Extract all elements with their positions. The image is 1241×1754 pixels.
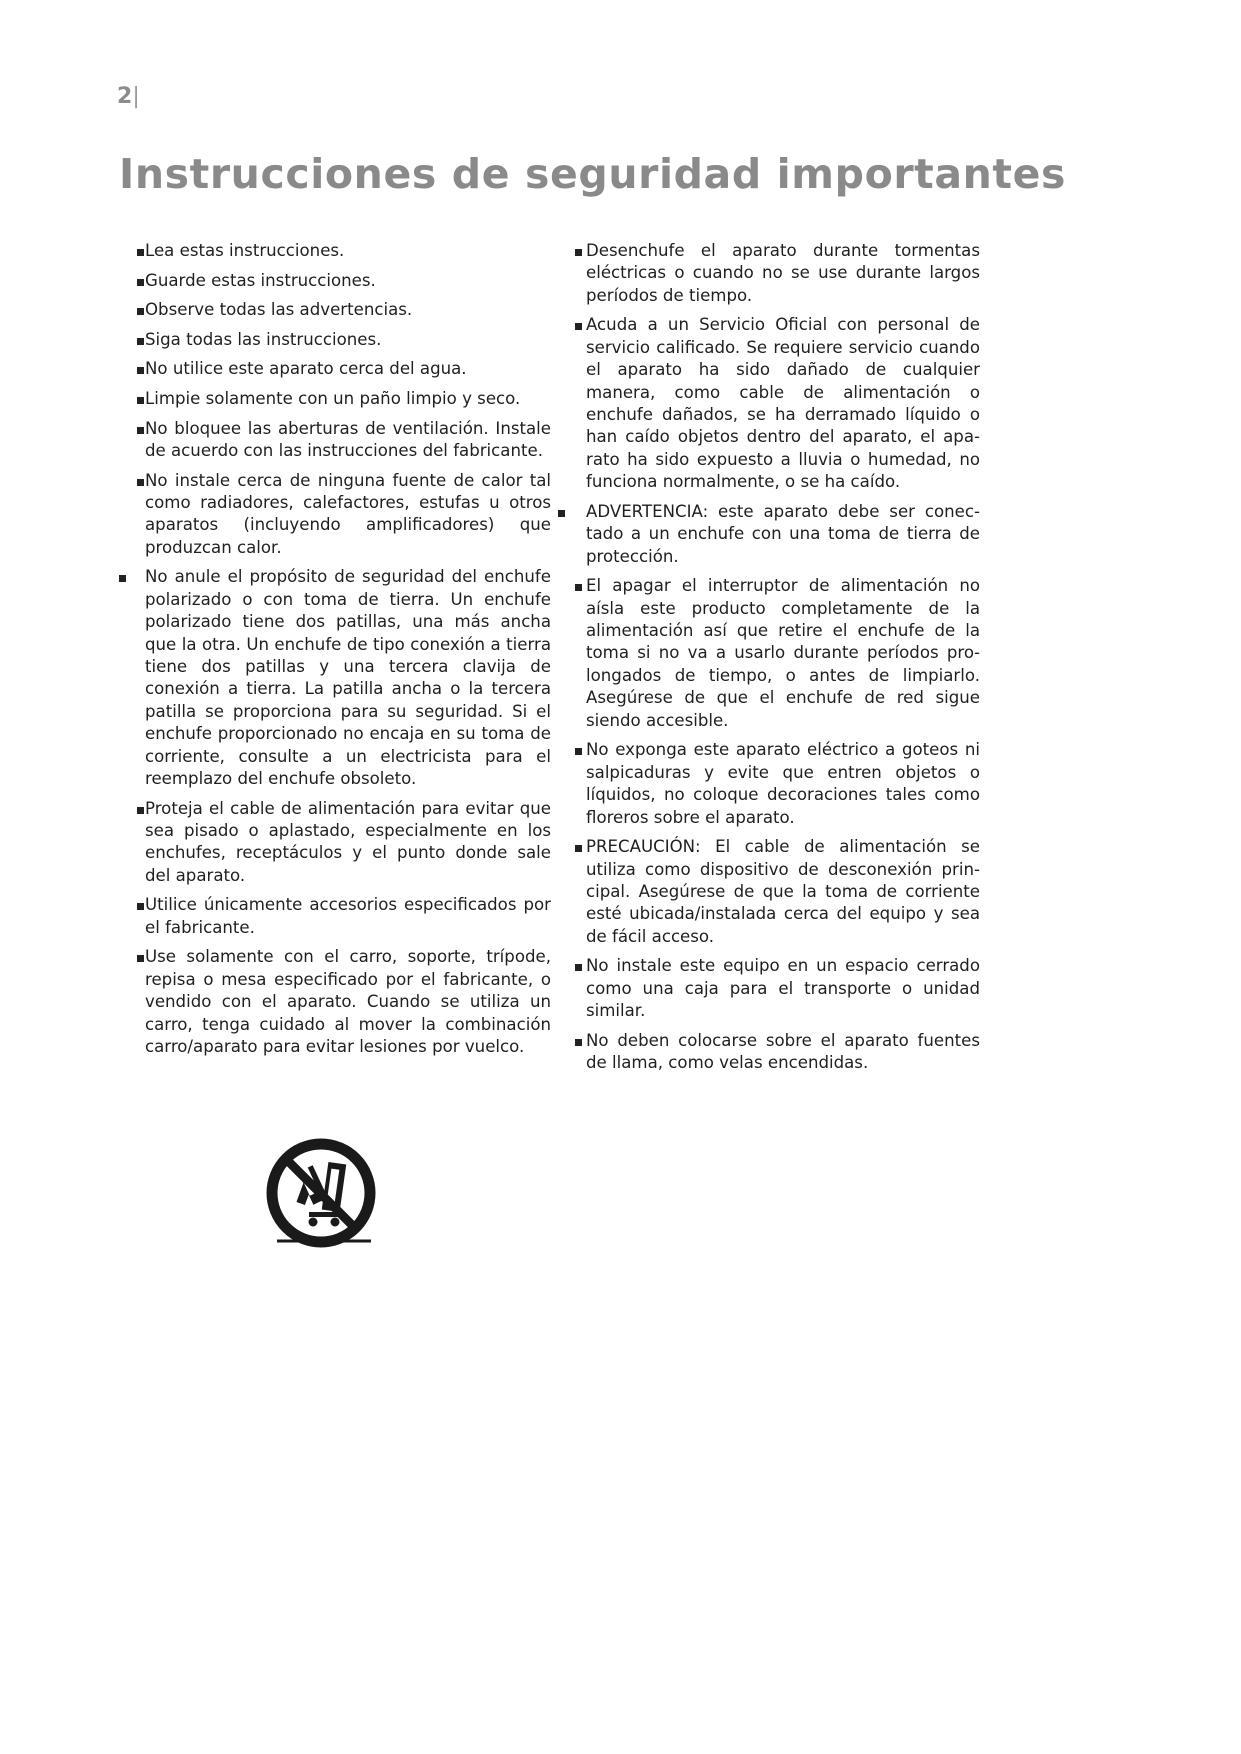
list-item-text: PRECAUCIÓN: El cable de alimentación se utiliza como dispositivo de desconexión principal. Asegúrese de que la toma de corriente esté ubicada/instalada cerca del equipo y sea de fácil acceso. — [586, 837, 980, 946]
bullet-icon — [137, 427, 144, 434]
cart-tip-over-warning-icon — [265, 1137, 380, 1255]
bullet-icon — [575, 964, 582, 971]
list-item-text: No bloquee las aberturas de ventilación. Instale de acuerdo con las instrucciones del fabricante. — [145, 418, 551, 460]
list-item-text: ADVERTENCIA: este aparato debe ser conectado a un enchufe con una toma de tierra de protección. — [586, 501, 980, 566]
bullet-icon — [137, 903, 144, 910]
list-item — [111, 240, 551, 262]
bullet-icon — [137, 807, 144, 814]
list-item — [111, 388, 551, 410]
list-item — [111, 566, 551, 790]
list-item-text: Utilice únicamente accesorios especificados por el fabricante. — [145, 895, 551, 937]
list-item-text: No instale cerca de ninguna fuente de calor tal como radiadores, calefactores, estufas u otros aparatos (incluyendo amplificadores) que produzcan calor. — [145, 470, 551, 557]
list-item-text: Guarde estas instrucciones. — [145, 270, 376, 290]
list-item-text: Desenchufe el aparato durante tormentas eléctricas o cuando no se use durante largos períodos de tiempo. — [586, 241, 980, 305]
list-item-text: Use solamente con el carro, soporte, trípode, repisa o mesa especificado por el fabricante, o vendido con el aparato. Cuando se utiliza un carro, tenga cuidado al mover la combinación carro/aparato para evitar lesiones por vuelco. — [145, 947, 551, 1057]
page-title: Instrucciones de seguridad importantes — [119, 150, 1067, 198]
list-item — [111, 798, 551, 888]
list-item — [111, 418, 551, 463]
list-item-text: Proteja el cable de alimentación para evitar que sea pisado o aplastado, especialmente en los enchufes, receptáculos y el punto donde sale del aparato. — [145, 798, 551, 885]
list-item-text: No instale este equipo en un espacio cerrado como una caja para el transporte o unidad similar. — [586, 956, 980, 1021]
list-item — [555, 836, 980, 948]
list-item — [111, 470, 551, 560]
bullet-icon — [137, 308, 144, 315]
list-item — [111, 270, 551, 292]
list-item — [111, 946, 551, 1058]
list-item — [555, 240, 980, 307]
bullet-icon — [137, 397, 144, 404]
bullet-icon — [575, 845, 582, 852]
list-item — [111, 894, 551, 939]
list-item — [111, 329, 551, 351]
right-column — [555, 240, 980, 1082]
list-item-text: No exponga este aparato eléctrico a goteos ni salpicaduras y evite que entren objetos o líquidos, no coloque decoraciones tales como floreros sobre el aparato. — [586, 740, 980, 827]
page-number-value: 2 — [117, 84, 133, 109]
list-item-text: El apagar el interruptor de alimentación no aísla este producto completamente de la alimentación así que retire el enchufe de la toma si no va a usarlo durante períodos prolongados de tiempo, o antes de limpiarlo. Asegúrese de que el enchufe de red sigue siendo accesible. — [586, 576, 980, 730]
bullet-icon — [575, 1039, 582, 1046]
bullet-icon — [575, 748, 582, 755]
list-item — [555, 575, 980, 732]
list-item-text: Acuda a un Servicio Oficial con personal de servicio calificado. Se requiere servicio cuando el aparato ha sido dañado de cualquier manera, como cable de alimentación o enchufe dañados, se ha derramado líquido o han caído objetos dentro del aparato, el aparato ha sido expuesto a lluvia o humedad, no funciona normalmente, o se ha caído. — [586, 315, 980, 492]
bullet-icon — [575, 584, 582, 591]
list-item-text: Siga todas las instrucciones. — [145, 329, 382, 349]
list-item-text: Observe todas las advertencias. — [145, 300, 413, 320]
bullet-icon — [137, 955, 144, 962]
bullet-icon — [137, 479, 144, 486]
list-item — [555, 314, 980, 493]
bullet-icon — [575, 323, 582, 330]
page-number-separator: | — [132, 84, 140, 109]
list-item — [555, 739, 980, 829]
list-item-text: No anule el propósito de seguridad del enchufe polarizado o con toma de tierra. Un enchufe polarizado tiene dos patillas, una más ancha que la otra. Un enchufe de tipo conexión a tierra tiene dos patillas y una tercera clavija de conexión a tierra. La patilla ancha o la tercera patilla se proporciona para su seguridad. Si el enchufe proporcionado no encaja en su toma de corriente, consulte a un electricista para el reemplazo del enchufe obsoleto. — [145, 567, 551, 789]
bullet-icon — [575, 249, 582, 256]
bullet-icon — [137, 367, 144, 374]
list-item — [555, 501, 980, 568]
list-item-text: Lea estas instrucciones. — [145, 241, 345, 260]
list-item — [111, 358, 551, 380]
list-item-text: No deben colocarse sobre el aparato fuentes de llama, como velas encendidas. — [586, 1030, 980, 1073]
bullet-icon — [119, 575, 126, 582]
list-item — [111, 299, 551, 321]
page-number — [117, 84, 140, 109]
bullet-icon — [137, 249, 144, 256]
left-column — [111, 240, 551, 1066]
list-item-text: Limpie solamente con un paño limpio y seco. — [145, 388, 521, 408]
bullet-icon — [137, 338, 144, 345]
list-item-text: No utilice este aparato cerca del agua. — [145, 359, 467, 379]
list-item — [555, 1030, 980, 1075]
bullet-icon — [137, 279, 144, 286]
bullet-icon — [558, 510, 565, 517]
list-item — [555, 955, 980, 1022]
